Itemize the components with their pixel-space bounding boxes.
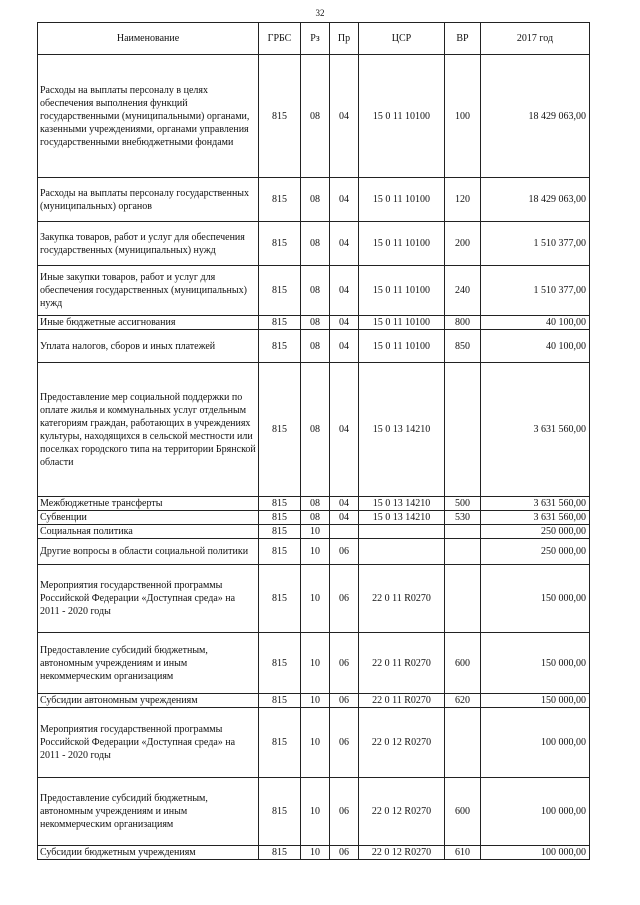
row-amount: 18 429 063,00 <box>481 55 590 178</box>
row-rz: 10 <box>301 539 330 565</box>
row-csr: 15 0 13 14210 <box>359 363 445 497</box>
table-row <box>38 363 590 497</box>
header-name: Наименование <box>38 23 259 55</box>
table-row <box>38 539 590 565</box>
row-csr: 22 0 11 R0270 <box>359 694 445 708</box>
row-grbs: 815 <box>259 266 301 316</box>
row-grbs: 815 <box>259 178 301 222</box>
row-grbs: 815 <box>259 565 301 633</box>
row-amount: 150 000,00 <box>481 694 590 708</box>
row-vr <box>445 708 481 778</box>
row-grbs: 815 <box>259 708 301 778</box>
row-amount: 150 000,00 <box>481 633 590 694</box>
table-row <box>38 330 590 363</box>
row-pr: 04 <box>330 266 359 316</box>
row-amount: 18 429 063,00 <box>481 178 590 222</box>
row-grbs: 815 <box>259 222 301 266</box>
row-name: Социальная политика <box>38 525 259 539</box>
row-pr: 04 <box>330 55 359 178</box>
row-amount: 150 000,00 <box>481 565 590 633</box>
row-vr: 120 <box>445 178 481 222</box>
row-csr: 22 0 11 R0270 <box>359 633 445 694</box>
budget-table <box>37 22 590 860</box>
row-rz: 10 <box>301 694 330 708</box>
table-row <box>38 511 590 525</box>
row-csr: 22 0 12 R0270 <box>359 846 445 860</box>
row-rz: 10 <box>301 525 330 539</box>
row-csr: 15 0 11 10100 <box>359 178 445 222</box>
row-grbs: 815 <box>259 778 301 846</box>
row-rz: 08 <box>301 511 330 525</box>
row-rz: 10 <box>301 778 330 846</box>
row-name: Предоставление мер социальной поддержки по оплате жилья и коммунальных услуг отдельным категориям граждан, работающих в учреждениях культуры, находящихся в сельской местности или поселках городского типа на территории Брянской области <box>38 363 259 497</box>
row-vr <box>445 363 481 497</box>
table-row <box>38 222 590 266</box>
row-vr <box>445 525 481 539</box>
row-pr: 06 <box>330 708 359 778</box>
table-row <box>38 55 590 178</box>
row-amount: 100 000,00 <box>481 846 590 860</box>
row-amount: 3 631 560,00 <box>481 497 590 511</box>
row-pr: 04 <box>330 178 359 222</box>
row-grbs: 815 <box>259 330 301 363</box>
table-row <box>38 694 590 708</box>
row-vr: 500 <box>445 497 481 511</box>
row-amount: 100 000,00 <box>481 778 590 846</box>
row-name: Расходы на выплаты персоналу государственных (муниципальных) органов <box>38 178 259 222</box>
row-csr: 22 0 11 R0270 <box>359 565 445 633</box>
row-amount: 40 100,00 <box>481 316 590 330</box>
row-amount: 3 631 560,00 <box>481 511 590 525</box>
row-rz: 08 <box>301 330 330 363</box>
row-amount: 250 000,00 <box>481 539 590 565</box>
row-name: Предоставление субсидий бюджетным, автономным учреждениям и иным некоммерческим организациям <box>38 633 259 694</box>
row-rz: 10 <box>301 633 330 694</box>
row-name: Иные закупки товаров, работ и услуг для обеспечения государственных (муниципальных) нужд <box>38 266 259 316</box>
row-rz: 10 <box>301 565 330 633</box>
row-csr: 15 0 13 14210 <box>359 511 445 525</box>
row-pr: 04 <box>330 222 359 266</box>
header-rz: Рз <box>301 23 330 55</box>
row-vr: 610 <box>445 846 481 860</box>
row-name: Другие вопросы в области социальной политики <box>38 539 259 565</box>
page-number: 32 <box>315 8 325 18</box>
row-name: Субсидии бюджетным учреждениям <box>38 846 259 860</box>
row-csr: 15 0 11 10100 <box>359 330 445 363</box>
row-vr: 850 <box>445 330 481 363</box>
row-vr: 800 <box>445 316 481 330</box>
table-row <box>38 266 590 316</box>
row-name: Предоставление субсидий бюджетным, автономным учреждениям и иным некоммерческим организациям <box>38 778 259 846</box>
row-name: Мероприятия государственной программы Российской Федерации «Доступная среда» на 2011 - 2020 годы <box>38 708 259 778</box>
row-csr <box>359 539 445 565</box>
row-vr: 600 <box>445 633 481 694</box>
table-row <box>38 565 590 633</box>
row-name: Расходы на выплаты персоналу в целях обеспечения выполнения функций государственными (муниципальными) органами, казенными учреждениями, органами управления государственными внебюджетными фондами <box>38 55 259 178</box>
row-grbs: 815 <box>259 525 301 539</box>
row-grbs: 815 <box>259 497 301 511</box>
header-csr: ЦСР <box>359 23 445 55</box>
row-grbs: 815 <box>259 316 301 330</box>
row-grbs: 815 <box>259 539 301 565</box>
row-pr: 06 <box>330 539 359 565</box>
row-pr: 04 <box>330 330 359 363</box>
row-vr: 600 <box>445 778 481 846</box>
row-pr: 06 <box>330 694 359 708</box>
row-pr <box>330 525 359 539</box>
row-rz: 08 <box>301 497 330 511</box>
row-vr: 530 <box>445 511 481 525</box>
row-grbs: 815 <box>259 363 301 497</box>
row-name: Мероприятия государственной программы Российской Федерации «Доступная среда» на 2011 - 2020 годы <box>38 565 259 633</box>
header-year: 2017 год <box>481 23 590 55</box>
row-name: Субвенции <box>38 511 259 525</box>
row-name: Иные бюджетные ассигнования <box>38 316 259 330</box>
table-row <box>38 633 590 694</box>
row-name: Уплата налогов, сборов и иных платежей <box>38 330 259 363</box>
row-amount: 100 000,00 <box>481 708 590 778</box>
row-pr: 04 <box>330 316 359 330</box>
row-grbs: 815 <box>259 511 301 525</box>
row-vr <box>445 539 481 565</box>
row-rz: 08 <box>301 316 330 330</box>
table-row <box>38 178 590 222</box>
row-csr: 15 0 11 10100 <box>359 316 445 330</box>
table-header-row <box>38 23 590 55</box>
row-grbs: 815 <box>259 846 301 860</box>
table-row <box>38 316 590 330</box>
row-pr: 06 <box>330 633 359 694</box>
row-pr: 06 <box>330 846 359 860</box>
row-pr: 04 <box>330 497 359 511</box>
row-vr: 200 <box>445 222 481 266</box>
row-vr: 240 <box>445 266 481 316</box>
row-amount: 40 100,00 <box>481 330 590 363</box>
row-csr: 15 0 11 10100 <box>359 222 445 266</box>
row-rz: 08 <box>301 266 330 316</box>
row-pr: 06 <box>330 565 359 633</box>
table-row <box>38 525 590 539</box>
row-name: Субсидии автономным учреждениям <box>38 694 259 708</box>
row-pr: 04 <box>330 363 359 497</box>
row-csr: 15 0 11 10100 <box>359 55 445 178</box>
row-pr: 06 <box>330 778 359 846</box>
row-rz: 10 <box>301 846 330 860</box>
row-csr: 15 0 11 10100 <box>359 266 445 316</box>
header-grbs: ГРБС <box>259 23 301 55</box>
table-row <box>38 846 590 860</box>
row-amount: 1 510 377,00 <box>481 222 590 266</box>
row-rz: 08 <box>301 363 330 497</box>
row-rz: 08 <box>301 178 330 222</box>
row-grbs: 815 <box>259 633 301 694</box>
row-csr: 22 0 12 R0270 <box>359 708 445 778</box>
row-grbs: 815 <box>259 55 301 178</box>
table-row <box>38 778 590 846</box>
table-row <box>38 708 590 778</box>
row-csr: 22 0 12 R0270 <box>359 778 445 846</box>
row-name: Межбюджетные трансферты <box>38 497 259 511</box>
table-row <box>38 497 590 511</box>
row-amount: 1 510 377,00 <box>481 266 590 316</box>
row-vr: 620 <box>445 694 481 708</box>
header-pr: Пр <box>330 23 359 55</box>
row-grbs: 815 <box>259 694 301 708</box>
row-vr <box>445 565 481 633</box>
row-vr: 100 <box>445 55 481 178</box>
row-name: Закупка товаров, работ и услуг для обеспечения государственных (муниципальных) нужд <box>38 222 259 266</box>
row-csr: 15 0 13 14210 <box>359 497 445 511</box>
row-rz: 08 <box>301 55 330 178</box>
row-rz: 08 <box>301 222 330 266</box>
row-pr: 04 <box>330 511 359 525</box>
row-rz: 10 <box>301 708 330 778</box>
header-vr: ВР <box>445 23 481 55</box>
row-amount: 250 000,00 <box>481 525 590 539</box>
row-csr <box>359 525 445 539</box>
row-amount: 3 631 560,00 <box>481 363 590 497</box>
